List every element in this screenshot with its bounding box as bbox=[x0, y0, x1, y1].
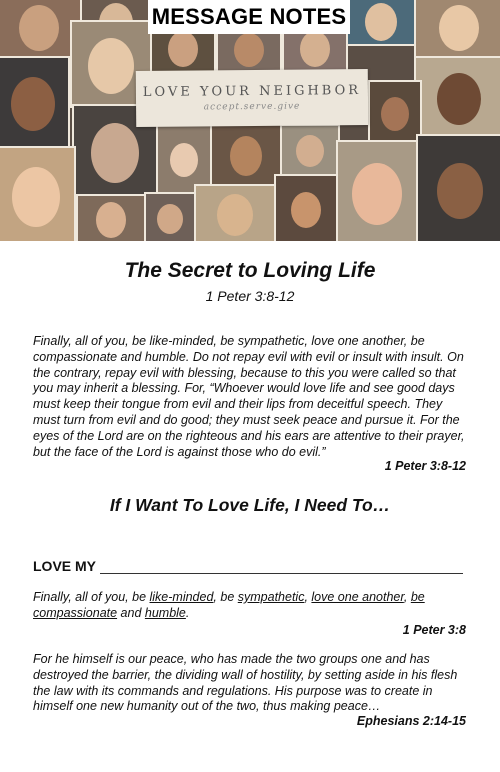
portrait-photo bbox=[210, 122, 282, 188]
portrait-photo bbox=[144, 192, 196, 241]
portrait-photo bbox=[0, 146, 76, 241]
section-heading: If I Want To Love Life, I Need To… bbox=[109, 495, 391, 515]
verse-text: . bbox=[185, 605, 190, 620]
portrait-photo bbox=[76, 194, 146, 241]
underlined-key-word: humble bbox=[144, 605, 186, 620]
portrait-photo bbox=[0, 56, 70, 148]
portrait-photo bbox=[274, 174, 338, 241]
portrait-photo bbox=[414, 56, 500, 138]
portrait-photo bbox=[346, 0, 416, 46]
underlined-key-word: be compassionate bbox=[33, 590, 425, 620]
verse-2-citation: Ephesians 2:14-15 bbox=[356, 714, 466, 728]
scripture-citation: 1 Peter 3:8-12 bbox=[384, 459, 466, 473]
verse-text: , be bbox=[213, 590, 238, 604]
page-title-bar bbox=[148, 0, 350, 34]
portrait-photo bbox=[368, 80, 422, 146]
portrait-photo bbox=[280, 124, 340, 176]
series-logo bbox=[136, 69, 368, 127]
page-title: MESSAGE NOTES bbox=[151, 4, 347, 29]
portrait-photo bbox=[414, 0, 500, 58]
portrait-photo bbox=[336, 140, 418, 241]
header-banner bbox=[0, 0, 500, 241]
verse-text: Finally, all of you, be bbox=[33, 590, 150, 604]
fill-in-blank bbox=[33, 558, 463, 574]
sermon-reference: 1 Peter 3:8-12 bbox=[205, 288, 295, 304]
verse-text: and bbox=[117, 605, 145, 620]
verse-text: , bbox=[304, 590, 312, 604]
portrait-photo bbox=[416, 134, 500, 241]
verse-text: , bbox=[403, 590, 411, 604]
verse-1-citation: 1 Peter 3:8 bbox=[402, 623, 466, 637]
underlined-key-word: love one another bbox=[311, 590, 404, 604]
point-label: LOVE MY bbox=[33, 558, 97, 574]
verse-1peter-3-8 bbox=[33, 590, 469, 622]
sermon-title: The Secret to Loving Life bbox=[124, 259, 376, 282]
underlined-key-word: like-minded bbox=[149, 590, 214, 604]
blank-line[interactable] bbox=[100, 559, 463, 574]
series-title: LOVE YOUR NEIGHBOR bbox=[142, 83, 362, 100]
series-tagline: accept.serve.give bbox=[203, 101, 301, 113]
verse-ephesians: For he himself is our peace, who has made the two groups one and has destroyed the barrier, the dividing wall of hostility, by setting aside in his flesh the law with its commands and regulations. His purpose was to create in himself one new humanity out of the two, thus making peace… bbox=[33, 652, 458, 714]
scripture-passage: Finally, all of you, be like-minded, be sympathetic, love one another, be compassionate and humble. Do not repay evil with evil or insult with insult. On the contrary, repay evil with blessing, because to this you were called so that you may inherit a blessing. For, “Whoever would love life and see good days must keep their tongue from evil and their lips from deceitful speech. They must turn from evil and do good; they must seek peace and pursue it. For the eyes of the Lord are on the righteous and his ears are attentive to their prayer, but the face of the Lord is against those who do evil.” bbox=[33, 334, 465, 459]
portrait-photo bbox=[194, 184, 276, 241]
underlined-key-word: sympathetic bbox=[237, 590, 305, 604]
